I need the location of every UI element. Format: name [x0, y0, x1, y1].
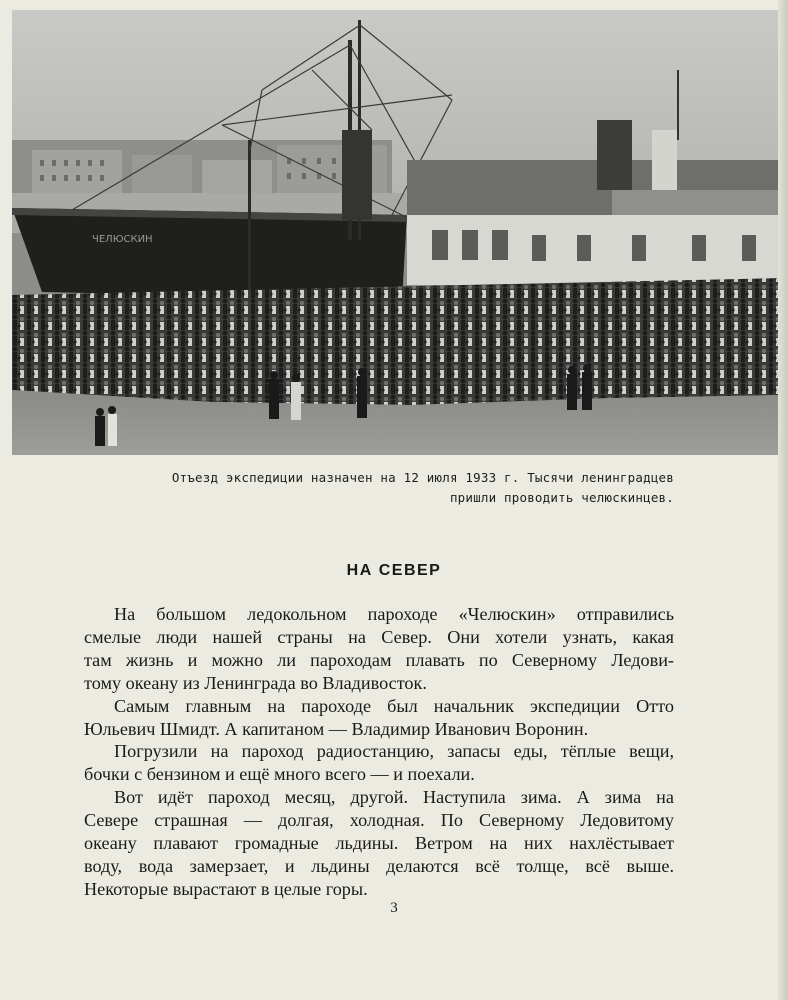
- chapter-body: [84, 603, 674, 901]
- body-line: смелые люди нашей страны на Север. Они хотели узнать, какая: [84, 626, 674, 647]
- body-line: Вот идёт пароход месяц, другой. Наступила зима. А зима на: [114, 787, 674, 808]
- ship-departure-photo: [12, 10, 784, 455]
- crowd: [12, 278, 784, 405]
- body-line: тому океану из Ленинграда во Владивосток.: [84, 672, 427, 693]
- page-edge: [778, 0, 788, 1000]
- caption-line-1: Отъезд экспедиции назначен на 12 июля 1933 г. Тысячи ленинградцев: [171, 470, 674, 485]
- body-line: На большом ледокольном пароходе «Челюскин» отправились: [114, 604, 674, 624]
- city-skyline: [12, 140, 392, 195]
- body-line: Некоторые вырастают в целые горы.: [84, 878, 368, 899]
- body-line: Севере страшная — долгая, холодная. По Северному Ледовитому: [84, 810, 674, 831]
- body-line: бочки с бензином и ещё много всего — и поехали.: [84, 764, 475, 785]
- page-number: 3: [390, 900, 398, 916]
- body-line: Юльевич Шмидт. А капитаном — Владимир Иванович Воронин.: [84, 718, 589, 739]
- body-line: Погрузили на пароход радиостанцию, запасы еды, тёплые вещи,: [114, 741, 674, 762]
- body-line: Самым главным на пароходе был начальник экспедиции Отто: [114, 695, 674, 716]
- harbor-photo: [12, 10, 784, 455]
- photo-caption: [150, 468, 674, 508]
- caption-line-2: пришли проводить челюскинцев.: [449, 490, 674, 505]
- body-line: океану плавают громадные льдины. Ветром на них нахлёстывает: [84, 833, 674, 854]
- body-line: воду, вода замерзает, и льдины делаются всё толще, всё выше.: [84, 855, 674, 876]
- ship-name-label: ЧЕЛЮСКИН: [92, 234, 153, 245]
- body-line: там жизнь и можно ли пароходам плавать по Северному Ледови-: [84, 649, 674, 670]
- chapter-heading: НА СЕВЕР: [346, 562, 442, 579]
